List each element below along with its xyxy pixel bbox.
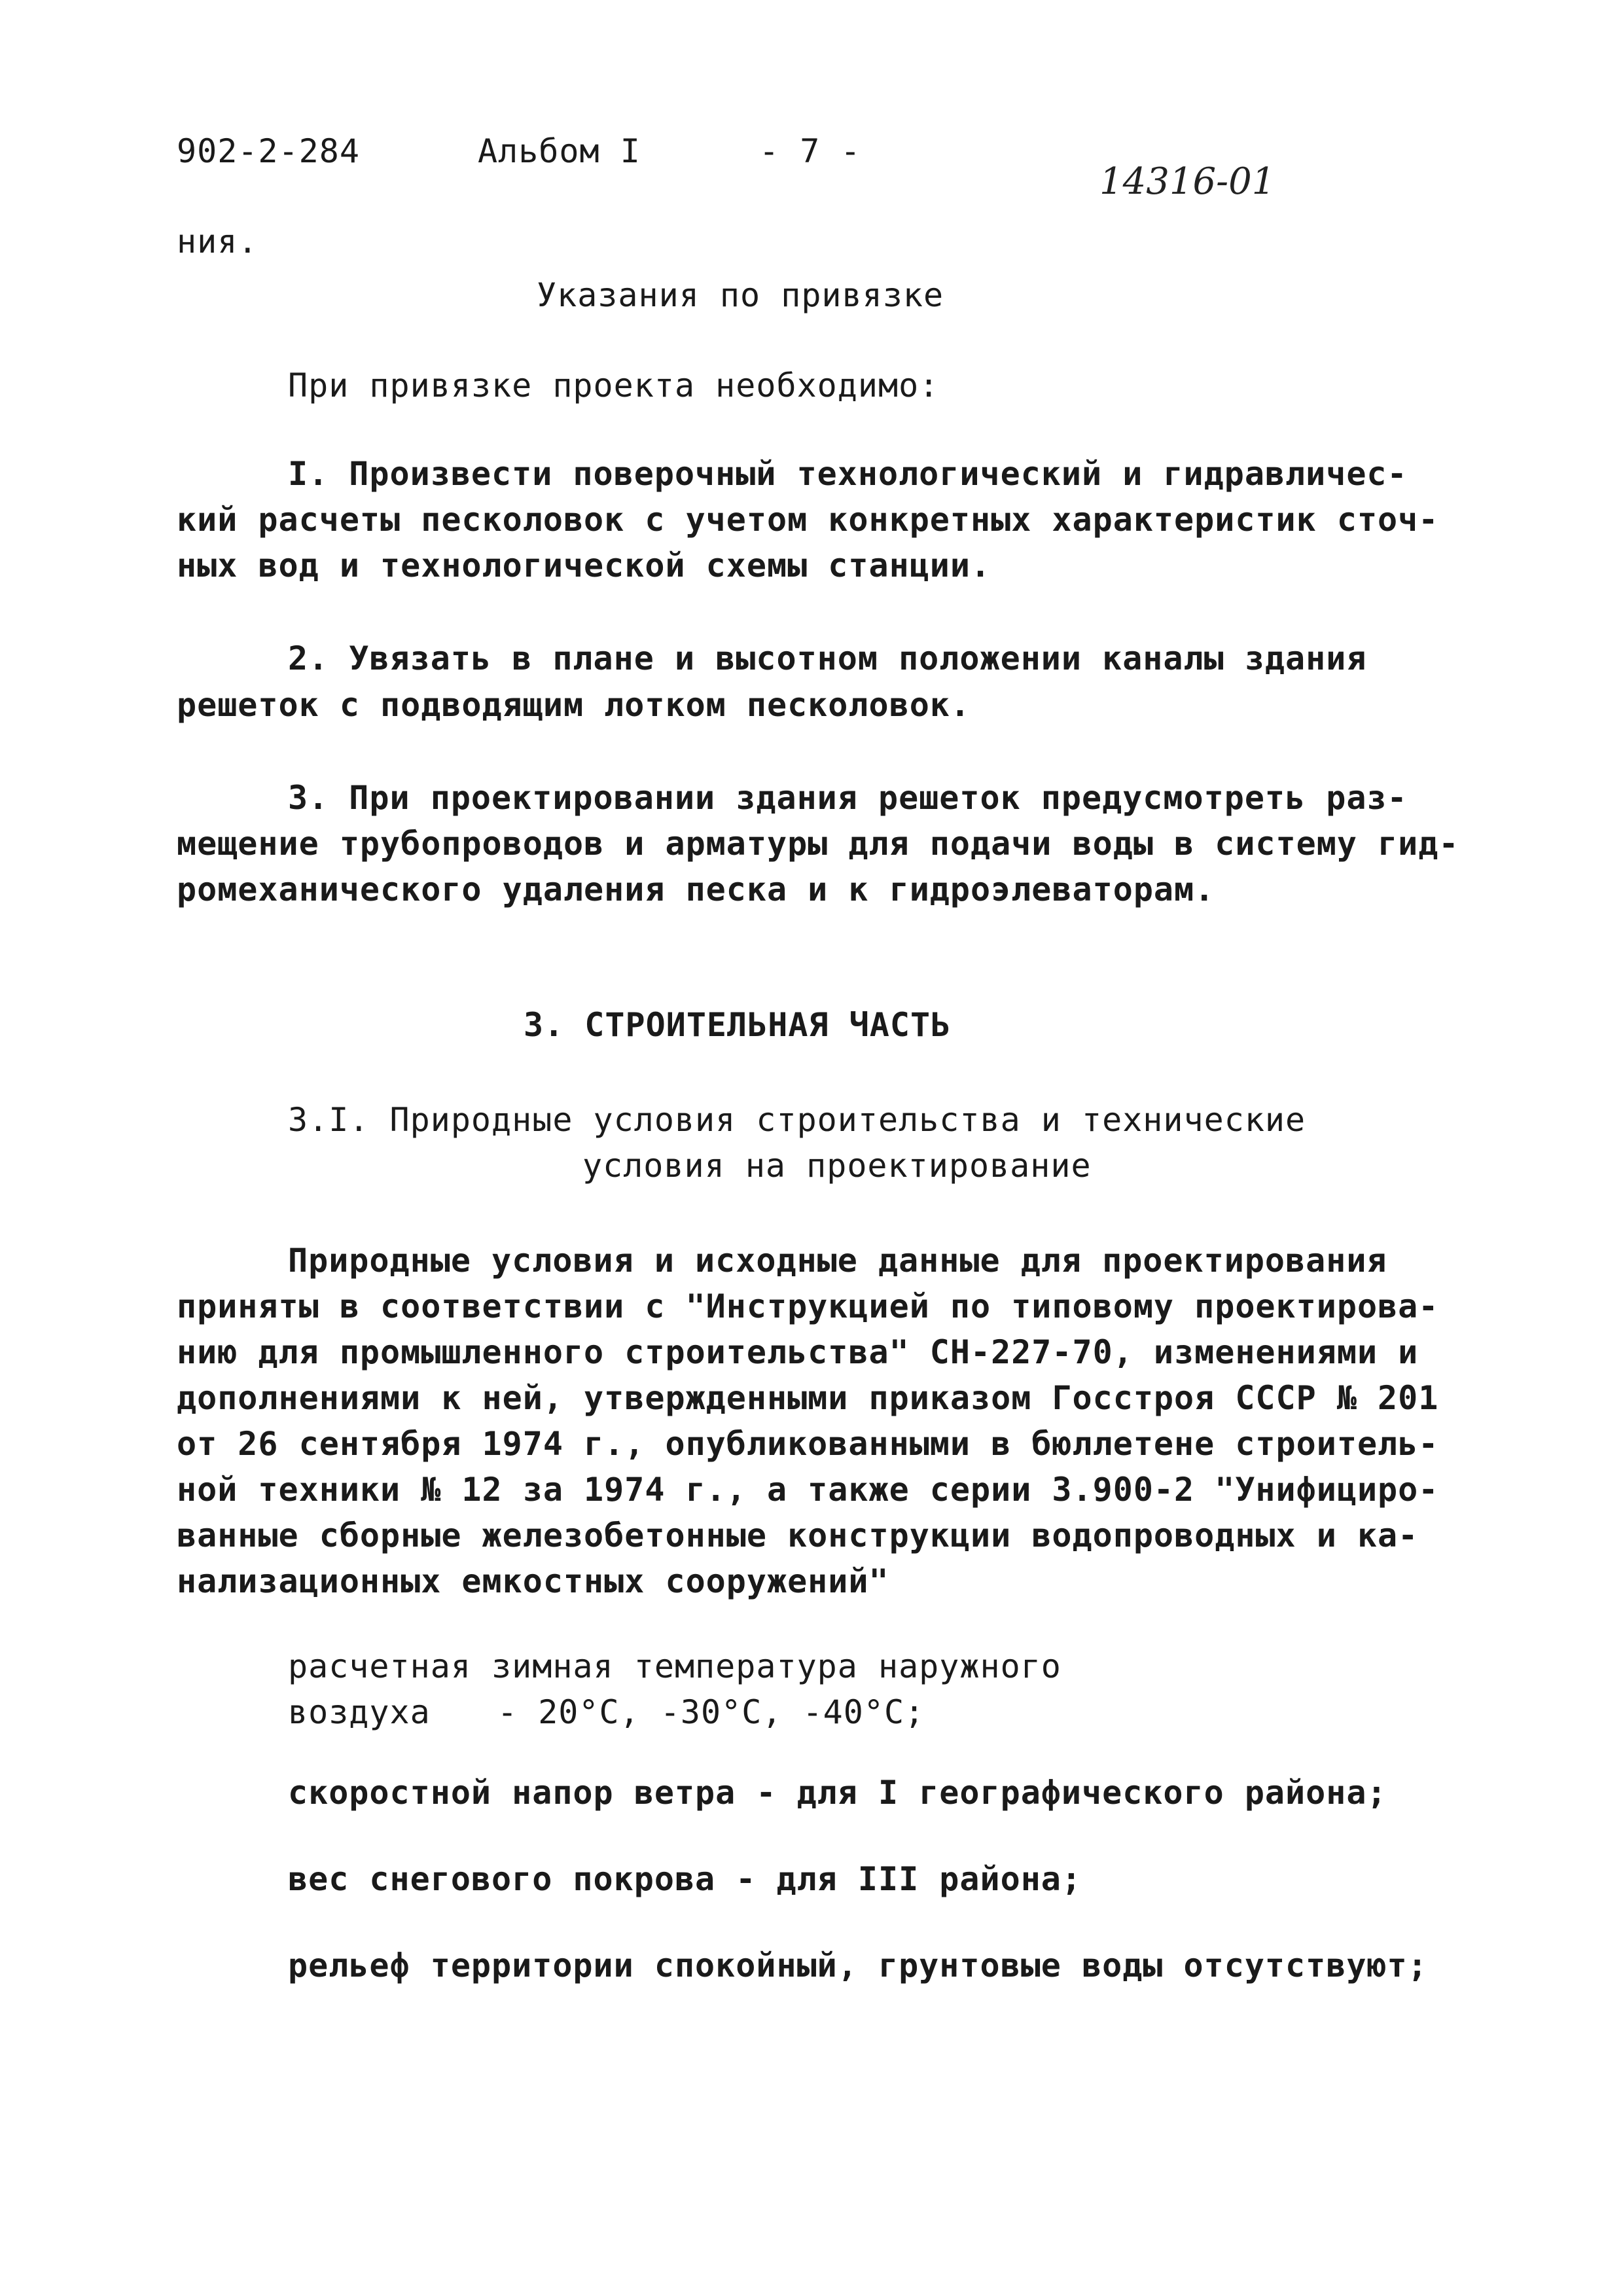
item2-line1: 2. Увязать в плане и высотном положении каналы здания	[288, 639, 1367, 677]
paragraph-line7: ванные сборные железобетонные конструкции водопроводных и ка-	[177, 1516, 1419, 1554]
paragraph-line5: от 26 сентября 1974 г., опубликованными в бюллетене строитель-	[177, 1425, 1439, 1463]
paragraph-line2: приняты в соответствии с "Инструкцией по типовому проектирова-	[177, 1287, 1439, 1325]
item3-line1: 3. При проектировании здания решеток предусмотреть раз-	[288, 779, 1408, 817]
doc-code: 902-2-284	[177, 132, 360, 170]
temperature-values: - 20°С, -30°С, -40°С;	[497, 1693, 925, 1731]
paragraph-line8: нализационных емкостных сооружений"	[177, 1562, 889, 1600]
item1-line1: I. Произвести поверочный технологический и гидравличес-	[288, 455, 1408, 493]
paragraph-line6: ной техники № 12 за 1974 г., а также серии 3.900-2 "Унифициро-	[177, 1471, 1439, 1509]
temperature-label: воздуха	[288, 1693, 431, 1731]
page-number: - 7 -	[759, 132, 861, 170]
wind-condition: скоростной напор ветра - для I географического района;	[288, 1774, 1387, 1812]
binding-intro: При привязке проекта необходимо:	[288, 367, 940, 404]
fragment-text: ния.	[177, 223, 259, 260]
item3-line2: мещение трубопроводов и арматуры для подачи воды в систему гид-	[177, 825, 1459, 863]
paragraph-line3: нию для промышленного строительства" СН-227-70, изменениями и	[177, 1333, 1419, 1371]
item1-line3: ных вод и технологической схемы станции.	[177, 547, 991, 584]
terrain-condition: рельеф территории спокойный, грунтовые воды отсутствуют;	[288, 1946, 1428, 1984]
item3-line3: ромеханического удаления песка и к гидроэлеваторам.	[177, 870, 1215, 908]
snow-condition: вес снегового покрова - для III района;	[288, 1860, 1082, 1898]
item1-line2: кий расчеты песколовок с учетом конкретных характеристик сточ-	[177, 501, 1439, 539]
section-title: 3. СТРОИТЕЛЬНАЯ ЧАСТЬ	[524, 1006, 952, 1044]
paragraph-line1: Природные условия и исходные данные для проектирования	[288, 1242, 1387, 1280]
binding-title: Указания по привязке	[537, 276, 944, 314]
temperature-line1: расчетная зимная температура наружного	[288, 1647, 1061, 1685]
album-label: Альбом I	[478, 132, 641, 170]
handwritten-code: 14316-01	[1099, 160, 1275, 203]
subsection-title-line2: условия на проектирование	[582, 1147, 1092, 1185]
item2-line2: решеток с подводящим лотком песколовок.	[177, 686, 971, 724]
subsection-title-line1: 3.I. Природные условия строительства и технические	[288, 1101, 1306, 1139]
paragraph-line4: дополнениями к ней, утвержденными приказом Госстроя СССР № 201	[177, 1379, 1439, 1417]
